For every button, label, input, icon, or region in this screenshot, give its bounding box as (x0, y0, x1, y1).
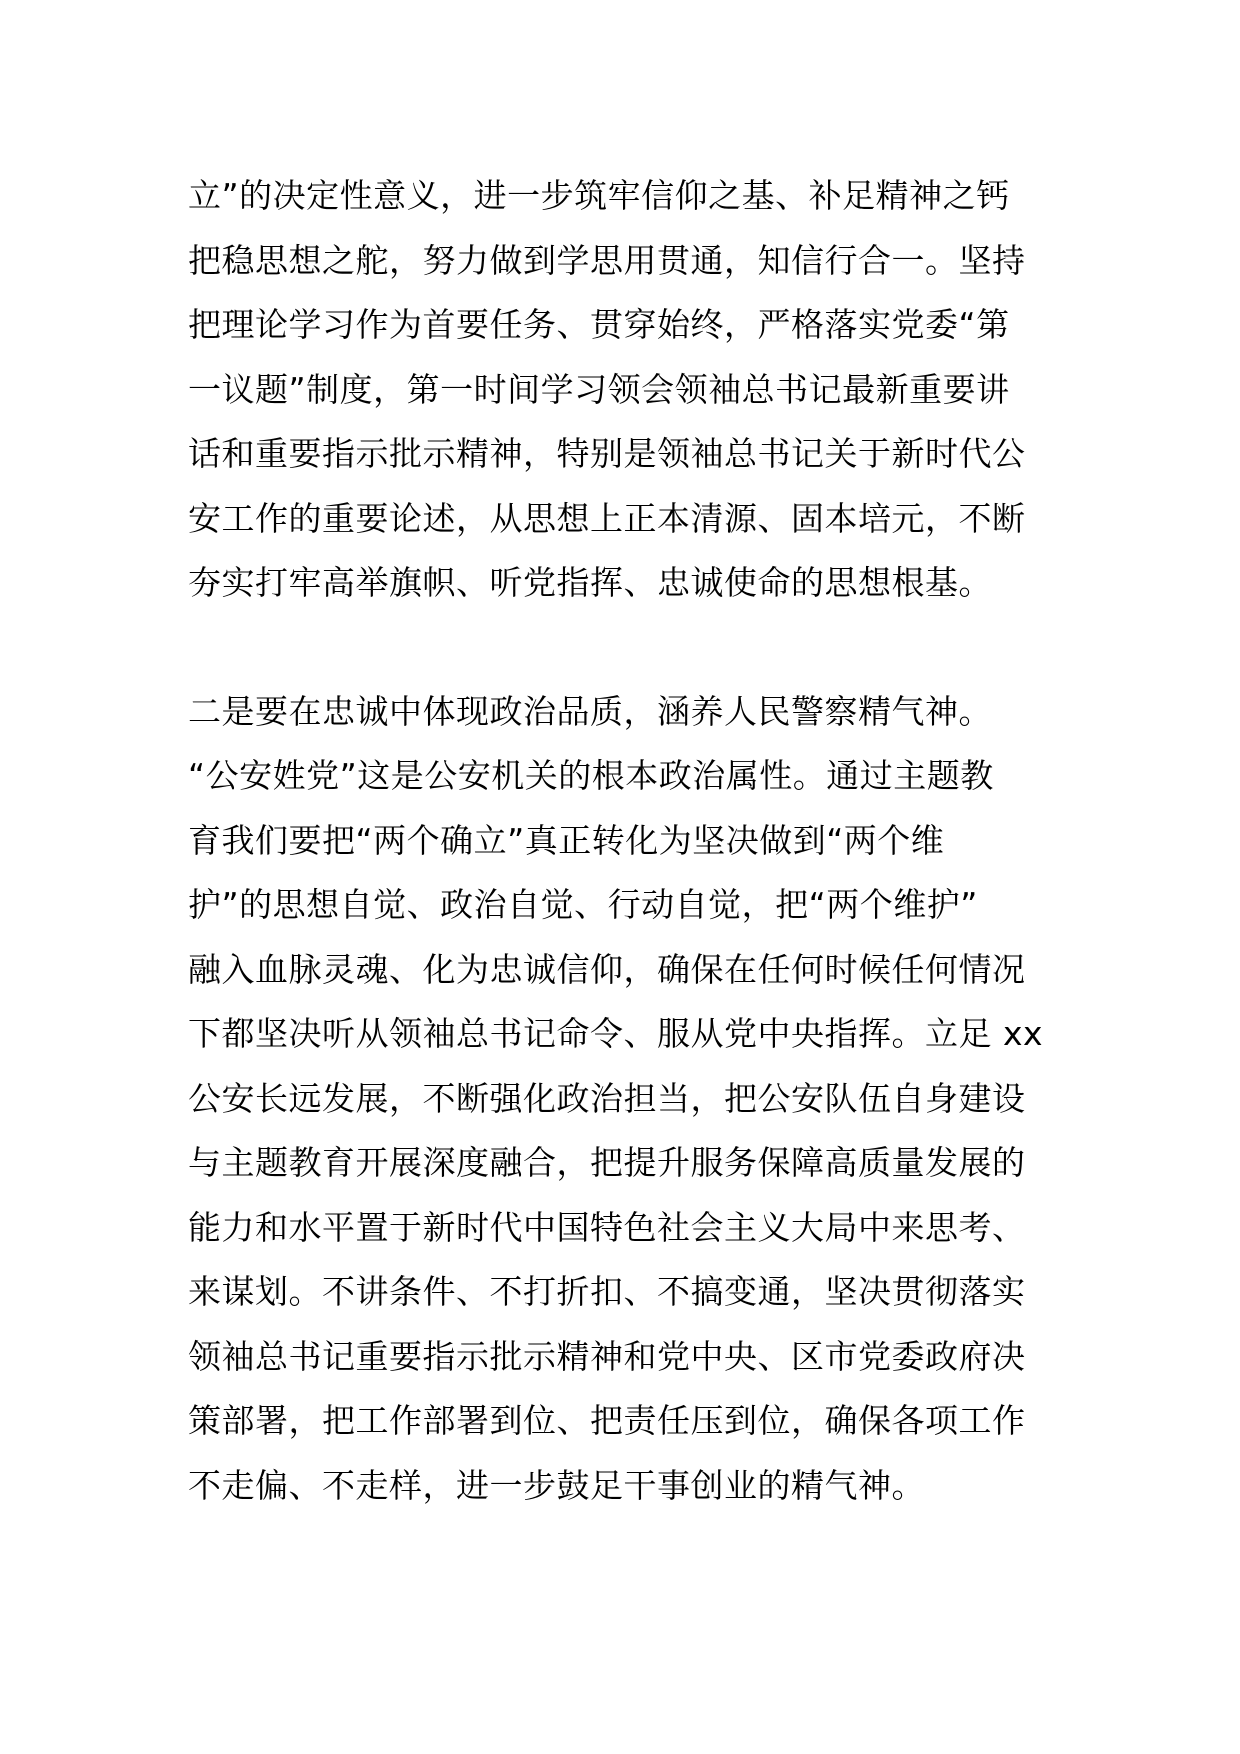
text-line: 夯实打牢高举旗帜、听党指挥、忠诚使命的思想根基。 (188, 563, 992, 602)
text-line: 不走偏、不走样，进一步鼓足干事创业的精气神。 (188, 1465, 925, 1505)
paragraph-spacer (188, 616, 1068, 680)
text-line: 护”的思想自觉、政治自觉、行动自觉，把“两个维护” (188, 885, 978, 924)
text-line: “公安姓党”这是公安机关的根本政治属性。通过主题教 (188, 756, 994, 795)
text-line: 育我们要把“两个确立”真正转化为坚决做到“两个维 (188, 820, 945, 860)
text-line: 能力和水平置于新时代中国特色社会主义大局中来思考、 (188, 1207, 1026, 1247)
text-line: 策部署，把工作部署到位、把责任压到位，确保各项工作 (188, 1401, 1026, 1440)
text-line: 把稳思想之舵，努力做到学思用贯通，知信行合一。坚持 (188, 240, 1026, 280)
text-line: 一议题”制度，第一时间学习领会领袖总书记最新重要讲 (188, 369, 1010, 409)
text-line: 二是要在忠诚中体现政治品质，涵养人民警察精气神。 (188, 691, 992, 731)
paragraph-2 (188, 680, 1068, 1519)
text-line: 把理论学习作为首要任务、贯穿始终，严格落实党委“第 (188, 305, 1010, 344)
text-line: 融入血脉灵魂、化为忠诚信仰，确保在任何时候任何情况 (188, 949, 1026, 989)
paragraph-1 (188, 164, 1068, 616)
text-line: 安工作的重要论述，从思想上正本清源、固本培元，不断 (188, 498, 1026, 538)
text-line: 与主题教育开展深度融合，把提升服务保障高质量发展的 (188, 1143, 1026, 1182)
text-line: 领袖总书记重要指示批示精神和党中央、区市党委政府决 (188, 1336, 1026, 1376)
text-line: 话和重要指示批示精神，特别是领袖总书记关于新时代公 (188, 434, 1026, 473)
text-line: 公安长远发展，不断强化政治担当，把公安队伍自身建设 (188, 1078, 1026, 1118)
text-line: 立”的决定性意义，进一步筑牢信仰之基、补足精神之钙 (188, 176, 1010, 215)
text-line: 来谋划。不讲条件、不打折扣、不搞变通，坚决贯彻落实 (188, 1272, 1026, 1311)
document-body (188, 164, 1068, 1518)
text-line: 下都坚决听从领袖总书记命令、服从党中央指挥。立足 xx (188, 1014, 1044, 1053)
